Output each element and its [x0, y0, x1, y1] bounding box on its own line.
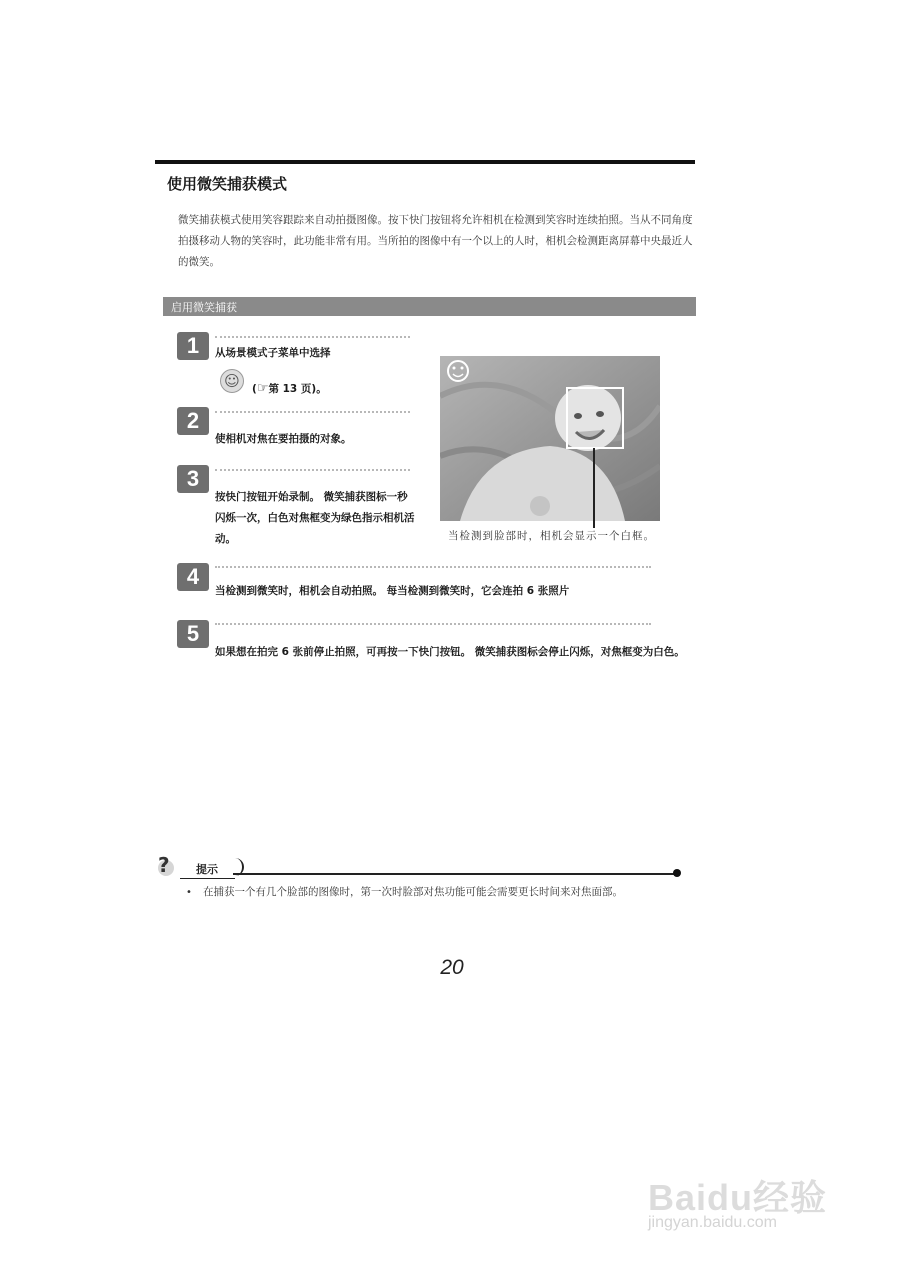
section-title: 启用微笑捕获 [171, 301, 237, 314]
page-title: 使用微笑捕获模式 [167, 175, 288, 193]
step-divider [215, 469, 410, 471]
tip-rule-end [673, 869, 681, 877]
section-header [163, 297, 696, 316]
step-divider [215, 336, 410, 338]
step-number-2: 2 [177, 407, 209, 435]
step-1-text: 从场景模式子菜单中选择 [215, 347, 331, 359]
step-divider [215, 411, 410, 413]
intro-paragraph: 微笑捕获模式使用笑容跟踪来自动拍摄图像。按下快门按钮将允许相机在检测到笑容时连续拍照。当从不同角度拍摄移动人物的笑容时，此功能非常有用。当所拍的图像中有一个以上的人时，相机会检测距离屏幕中央最近人的微笑。 [178, 214, 693, 268]
step-2-text: 使相机对焦在要拍摄的对象。 [215, 433, 352, 445]
tip-underline [180, 878, 235, 879]
step-number-4: 4 [177, 563, 209, 591]
step-divider [215, 566, 651, 568]
smile-icon: ☺ [220, 369, 244, 393]
step-3-text: 按快门按钮开始录制。 微笑捕获图标一秒闪烁一次，白色对焦框变为绿色指示相机活动。 [215, 491, 415, 545]
tip-label: 提示 [196, 863, 218, 876]
photo-caption: 当检测到脸部时，相机会显示一个白框。 [448, 530, 655, 542]
header-rule [155, 160, 695, 164]
callout-line [593, 448, 595, 528]
step-number-1: 1 [177, 332, 209, 360]
baby-smile-photo [440, 356, 660, 521]
hand-pointer-icon: ☞ [256, 381, 269, 396]
page-number: 20 [440, 956, 464, 979]
page-reference-text: 第 13 页)。 [268, 383, 327, 395]
watermark-url: jingyan.baidu.com [648, 1214, 777, 1231]
step-number-5: 5 [177, 620, 209, 648]
step-4-text: 当检测到微笑时，相机会自动拍照。 每当检测到微笑时，它会连拍 6 张照片 [215, 585, 570, 597]
page-reference: (☞第 13 页)。 [252, 381, 327, 396]
step-divider [215, 623, 651, 625]
tip-rule [233, 873, 675, 875]
question-icon: ? [158, 853, 170, 877]
step-number-3: 3 [177, 465, 209, 493]
tip-bullet: • [186, 887, 192, 898]
watermark-logo: Baidu经验 [648, 1177, 828, 1218]
step-5-text: 如果想在拍完 6 张前停止拍照，可再按一下快门按钮。 微笑捕获图标会停止闪烁，对焦框变为白色。 [215, 646, 685, 658]
tip-text: 在捕获一个有几个脸部的图像时，第一次时脸部对焦功能可能会需要更长时间来对焦面部。 [203, 886, 623, 898]
